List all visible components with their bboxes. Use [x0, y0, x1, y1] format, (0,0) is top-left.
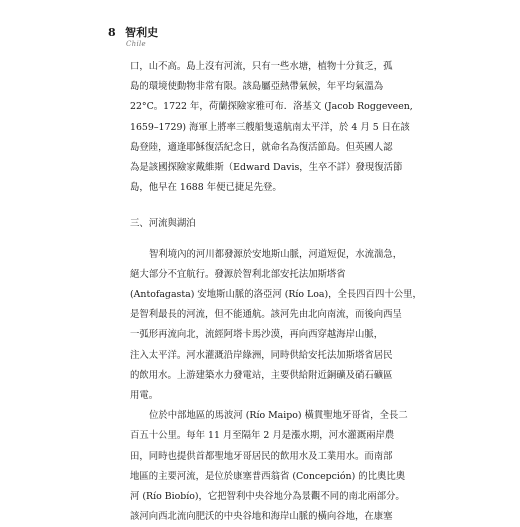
text-line: 22°C。1722 年，荷蘭探險家雅可布．洛基文 (Jacob Roggeveen,: [130, 101, 413, 113]
text-line: 1659–1729) 海軍上將率三艘船隻遠航南太平洋，於 4 月 5 日在該: [130, 121, 410, 133]
text-line: 為是該國探險家戴維斯（Edward Davis，生卒不詳）發現復活節: [130, 162, 403, 174]
text-line: 位於中部地區的馬波河 (Río Maipo) 橫貫聖地牙哥省，全長二: [149, 410, 408, 422]
paragraph-1: [130, 57, 413, 198]
text-line: 注入太平洋。河水灌溉沿岸綠洲，同時供給安托法加斯塔省居民: [130, 349, 393, 361]
text-line: 島的環境使動物非常有限。該島屬亞熱帶氣候，年平均氣溫為: [130, 81, 384, 93]
text-line: 地區的主要河流，是位於康塞普西翁省 (Concepción) 的比奧比奧: [130, 470, 406, 482]
text-line: 智利境內的河川都發源於安地斯山脈，河道短促，水流湍急，: [149, 248, 403, 260]
text-line: 河 (Río Biobío)，它把智利中央谷地分為景觀不同的南北兩部分。: [130, 491, 405, 503]
text-line: 島登陸，適逢耶穌復活紀念日，就命名為復活節島。但英國人認: [130, 141, 393, 153]
section-heading: 三、河流與湖泊: [130, 218, 196, 230]
text-line: 口，山不高。島上沒有河流，只有一些水塘，植物十分貧乏，孤: [130, 61, 393, 72]
text-line: 島，他早在 1688 年便已捷足先登。: [130, 182, 282, 194]
text-line: (Antofagasta) 安地斯山脈的洛亞河 (Río Loa)，全長四百四十公里，: [130, 289, 422, 301]
page-body: [130, 57, 422, 527]
paragraph-3: [130, 406, 408, 527]
text-line: 絕大部分不宜航行。發源於智利北部安托法加斯塔省: [130, 268, 346, 280]
text-line: 百五十公里。每年 11 月至隔年 2 月是漲水期，河水灌溉兩岸農: [130, 430, 395, 442]
text-line: 是智利最長的河流，但不能通航。該河先由北向南流，而後向西呈: [130, 309, 402, 321]
text-line: 用電。: [130, 390, 159, 402]
paragraph-2: [130, 245, 422, 407]
running-subtitle: Chile: [126, 40, 146, 48]
running-title: 智利史: [125, 26, 159, 39]
text-line: 田，同時也提供首都聖地牙哥居民的飲用水及工業用水。而南部: [130, 450, 393, 462]
running-header: [108, 27, 158, 39]
text-line: 一弧形再流向北，流經阿塔卡馬沙漠，再向西穿越海岸山脈，: [130, 329, 384, 341]
page-number: 8: [108, 26, 116, 39]
text-line: 該河向西北流向肥沃的中央谷地和海岸山脈的橫向谷地，在康塞: [130, 511, 393, 523]
text-line: 的飲用水。上游建築水力發電站，主要供給附近銅礦及硝石礦區: [130, 369, 393, 381]
